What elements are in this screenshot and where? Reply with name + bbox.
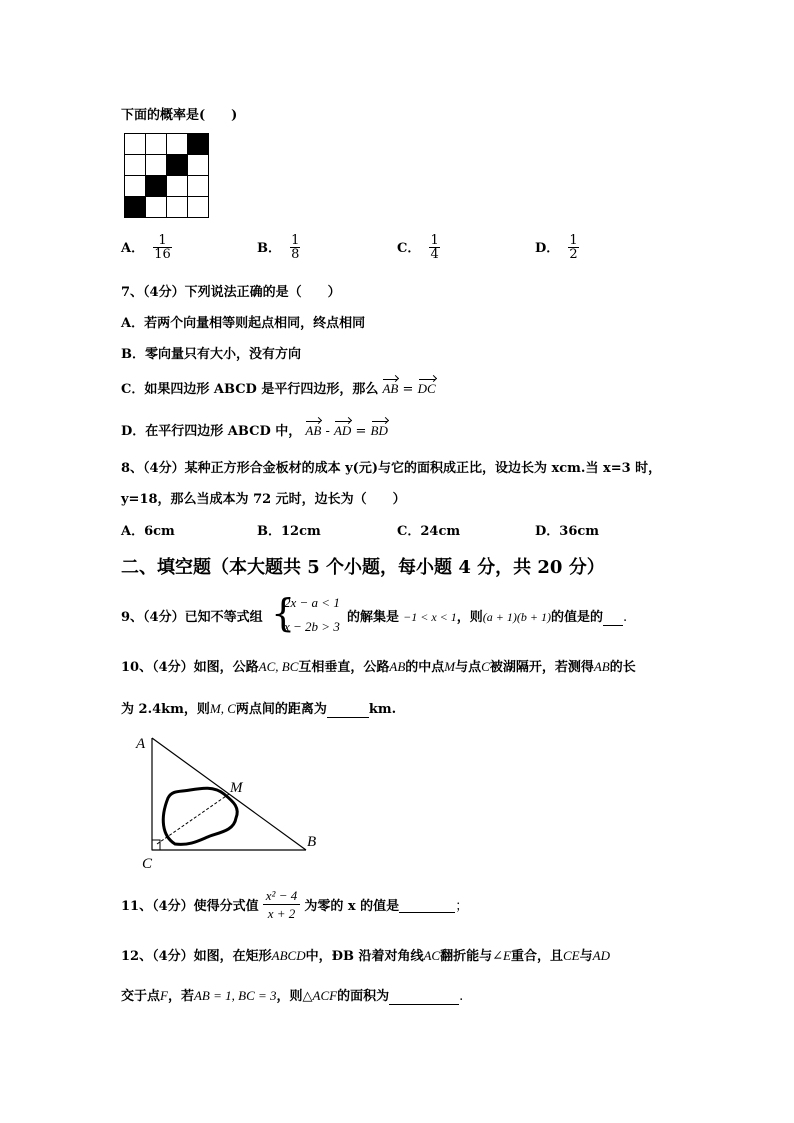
q12-l2d: 的面积为 [337,989,390,1004]
q12-p4: 重合，且 [510,949,563,964]
q12-v3: ∠E [492,948,511,963]
q12-v8: △ACF [302,988,338,1003]
q8-option-d: D．36cm [535,524,600,539]
label-a: A [136,736,146,752]
lake-outline [163,788,237,844]
q12-end: . [459,989,464,1004]
q10-v5: AB [593,659,610,674]
q10-v4: C [481,659,490,674]
q12-v6: F [160,988,168,1003]
q12-l2c: ，则 [276,989,303,1004]
grid-row [125,134,209,155]
grid-cell-black [125,197,146,218]
q9-rest [347,606,627,626]
q10-v2: AB [389,659,406,674]
q10-line2 [121,698,396,718]
minus-sign: - [325,424,330,439]
grid-cell-white [167,176,188,197]
q7-d-text: D．在平行四边形 ABCD 中， [121,424,302,439]
grid-cell-white [188,197,209,218]
q12-p2: 中，ÐB 沿着对角线 [305,949,424,964]
q7-c-text: C．如果四边形 ABCD 是平行四边形，那么 [121,382,379,397]
vector-dc: DC [417,381,436,396]
q11-suffix: 为零的 x 的值是 [304,899,400,914]
q10-l2b: 两点间的距离为 [235,702,327,717]
brace-symbol: { [271,591,296,635]
q9-suffix: 的值是的 [550,610,603,625]
q10-v1: AC, BC [258,659,299,674]
option-letter: B． [257,241,281,256]
equals-sign: = [355,424,367,439]
option-letter: A． [121,241,145,256]
grid-cell-white [125,176,146,197]
vector-ad: AD [333,423,352,438]
q9-expr: (a + 1)(b + 1) [482,610,551,624]
triangle-lake-figure [130,728,330,873]
q12-v7: AB = 1, BC = 3 [193,988,277,1003]
q10-p4: 与点 [455,660,482,675]
frac-den: x + 2 [267,906,296,921]
vector-bd: BD [370,423,388,438]
q12-p3: 翻折能与 [440,949,493,964]
vector-ab: AB [382,381,399,396]
right-angle-mark [152,840,160,850]
q12-line1 [121,945,610,964]
q6-option-d [535,234,579,261]
q7-stem: 7、（4分）下列说法正确的是（ ） [121,285,341,300]
q10-p6: 的长 [609,660,636,675]
q11-end: ； [455,899,469,914]
grid-cell-white [146,197,167,218]
label-m: M [230,780,243,796]
q12-v4: CE [562,948,580,963]
grid-cell-white [167,197,188,218]
frac-num: 1 [430,233,439,248]
q6-option-c [397,234,440,261]
grid-cell-white [188,176,209,197]
grid-cell-white [167,134,188,155]
label-c: C [142,856,153,872]
frac-num: 1 [291,233,300,248]
q6-option-b [257,234,300,261]
answer-blank [603,610,623,626]
grid-cell-white [146,134,167,155]
frac-den: 16 [154,247,171,262]
q12-line2 [121,985,463,1005]
q12-v1: ABCD [271,948,306,963]
q10-p5: 被湖隔开，若测得 [489,660,594,675]
grid-cell-white [125,155,146,176]
q12-v2: AC [423,948,441,963]
q10-p1: 10、（4分）如图，公路 [121,660,259,675]
q7-option-b: B．零向量只有大小，没有方向 [121,347,301,362]
frac-num: 1 [569,233,578,248]
q9-prefix: 9、（4分）已知不等式组 [121,610,263,625]
q8-line1: 8、（4分）某种正方形合金板材的成本 y(元)与它的面积成正比，设边长为 xcm.当 x=3 时， [121,461,662,476]
section-heading: 二、填空题（本大题共 5 个小题，每小题 4 分，共 20 分） [121,557,605,578]
grid-cell-black [167,155,188,176]
answer-blank [389,989,459,1005]
q9-mid2: ，则 [456,610,483,625]
q12-v5: AD [592,948,610,963]
frac-den: 2 [569,247,578,262]
q6-stem: 下面的概率是( ) [121,108,238,123]
q8-line2: y=18，那么当成本为 72 元时，边长为（ ） [121,492,406,507]
q12-p5: 与 [579,949,593,964]
q9-range: −1 < x < 1 [403,610,457,624]
grid-cell-white [188,155,209,176]
q7-option-d [121,420,388,439]
q12-l2a: 交于点 [121,989,161,1004]
q6-option-a [121,234,172,261]
q11-prefix: 11、（4分）使得分式值 [121,899,259,914]
equals-sign: = [402,382,414,397]
q10-v3: M [444,659,456,674]
q10-p3: 的中点 [405,660,445,675]
grid-cell-white [146,155,167,176]
grid-row [125,197,209,218]
frac-num: 1 [153,234,172,248]
grid-cell-black [188,134,209,155]
q9-end: . [623,610,628,625]
frac-den: 4 [430,247,439,262]
q8-option-b: B．12cm [257,524,321,539]
frac-num: x² − 4 [263,889,300,905]
q12-p1: 12、（4分）如图，在矩形 [121,949,272,964]
q9-mid: 的解集是 [347,610,400,625]
grid-cell-black [146,176,167,197]
q10-l2a: 为 2.4km，则 [121,702,210,717]
q10-p2: 互相垂直，公路 [298,660,390,675]
q9-ineq1: 2x − a < 1 [284,595,340,610]
grid-row [125,176,209,197]
vector-ab: AB [305,423,322,438]
q10-l2c: km. [368,702,397,717]
grid-cell-white [125,134,146,155]
q7-option-c [121,378,436,397]
option-letter: C． [397,241,421,256]
q7-option-a: A．若两个向量相等则起点相同，终点相同 [121,316,366,331]
q11-line [121,889,468,920]
answer-blank [399,897,455,913]
q9-ineq2: x − 2b > 3 [284,619,340,634]
frac-den: 8 [291,247,300,262]
option-letter: D． [535,241,560,256]
q10-line1 [121,656,636,675]
grid-row [125,155,209,176]
probability-grid [124,133,209,218]
q8-option-c: C．24cm [397,524,461,539]
answer-blank [327,702,369,718]
label-b: B [307,834,317,850]
q12-l2b: ，若 [167,989,194,1004]
q8-option-a: A．6cm [121,524,175,539]
q10-v6: M, C [209,701,236,716]
